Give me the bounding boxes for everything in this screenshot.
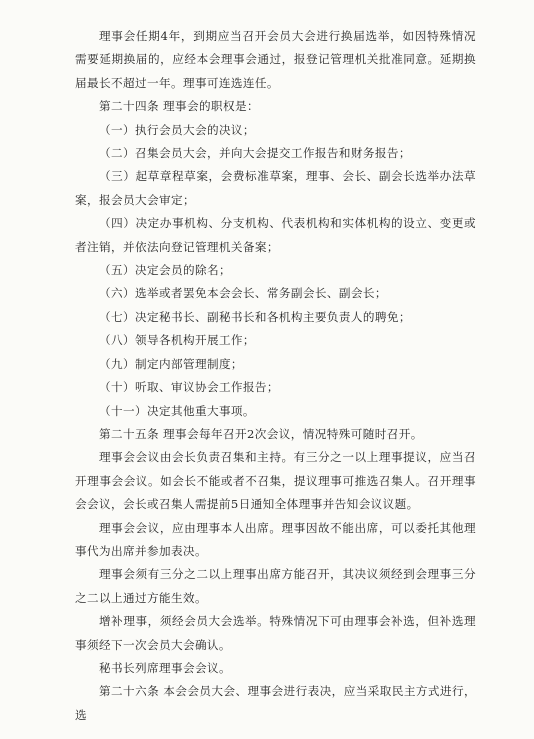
article-24-item-9: （九）制定内部管理制度； (99, 356, 243, 371)
article-24-item-8: （八）领导各机构开展工作； (99, 333, 255, 348)
article-25-heading: 第二十五条 理事会每年召开2次会议，情况特殊可随时召开。 (99, 426, 423, 441)
paragraph-meeting-quorum: 理事会须有三分之二以上理事出席方能召开，其决议须经到会理事三分之二以上通过方能生效。 (75, 567, 476, 605)
article-24-item-5: （五）决定会员的除名； (99, 263, 231, 278)
article-24-item-4: （四）决定办事机构、分支机构、代表机构和实体机构的设立、变更或者注销，并依法向登记管理机关备案； (75, 216, 476, 254)
article-24-item-2: （二）召集会员大会，并向大会提交工作报告和财务报告； (99, 146, 411, 161)
article-24-item-10: （十）听取、审议协会工作报告； (99, 380, 279, 395)
article-26-heading: 第二十六条 本会会员大会、理事会进行表决，应当采取民主方式进行，选 (75, 684, 476, 722)
article-24-item-7: （七）决定秘书长、副秘书长和各机构主要负责人的聘免； (99, 309, 411, 324)
paragraph-meeting-convening: 理事会会议由会长负责召集和主持。有三分之一以上理事提议，应当召开理事会会议。如会长不能或者不召集，提议理事可推选召集人。召开理事会会议，会长或召集人需提前5日通知全体理事并告知会议议题。 (75, 450, 476, 512)
paragraph-meeting-attendance: 理事会会议，应由理事本人出席。理事因故不能出席，可以委托其他理事代为出席并参加表决。 (75, 520, 476, 558)
article-24-heading: 第二十四条 理事会的职权是： (99, 99, 260, 114)
paragraph-term-of-office: 理事会任期4年，到期应当召开会员大会进行换届选举，如因特殊情况需要延期换届的，应经本会理事会通过，报登记管理机关批准同意。延期换届最长不超过一年。理事可连选连任。 (75, 29, 476, 90)
article-24-item-6: （六）选举或者罢免本会会长、常务副会长、副会长； (99, 286, 387, 301)
paragraph-secretary-general: 秘书长列席理事会会议。 (99, 660, 231, 675)
paragraph-add-directors: 增补理事，须经会员大会选举。特殊情况下可由理事会补选，但补选理事须经下一次会员大会确认。 (75, 614, 476, 652)
article-24-item-11: （十一）决定其他重大事项。 (99, 403, 255, 418)
article-24-item-1: （一）执行会员大会的决议； (99, 122, 255, 137)
article-24-item-3: （三）起草章程草案，会费标准草案，理事、会长、副会长选举办法草案，报会员大会审定； (75, 169, 476, 207)
